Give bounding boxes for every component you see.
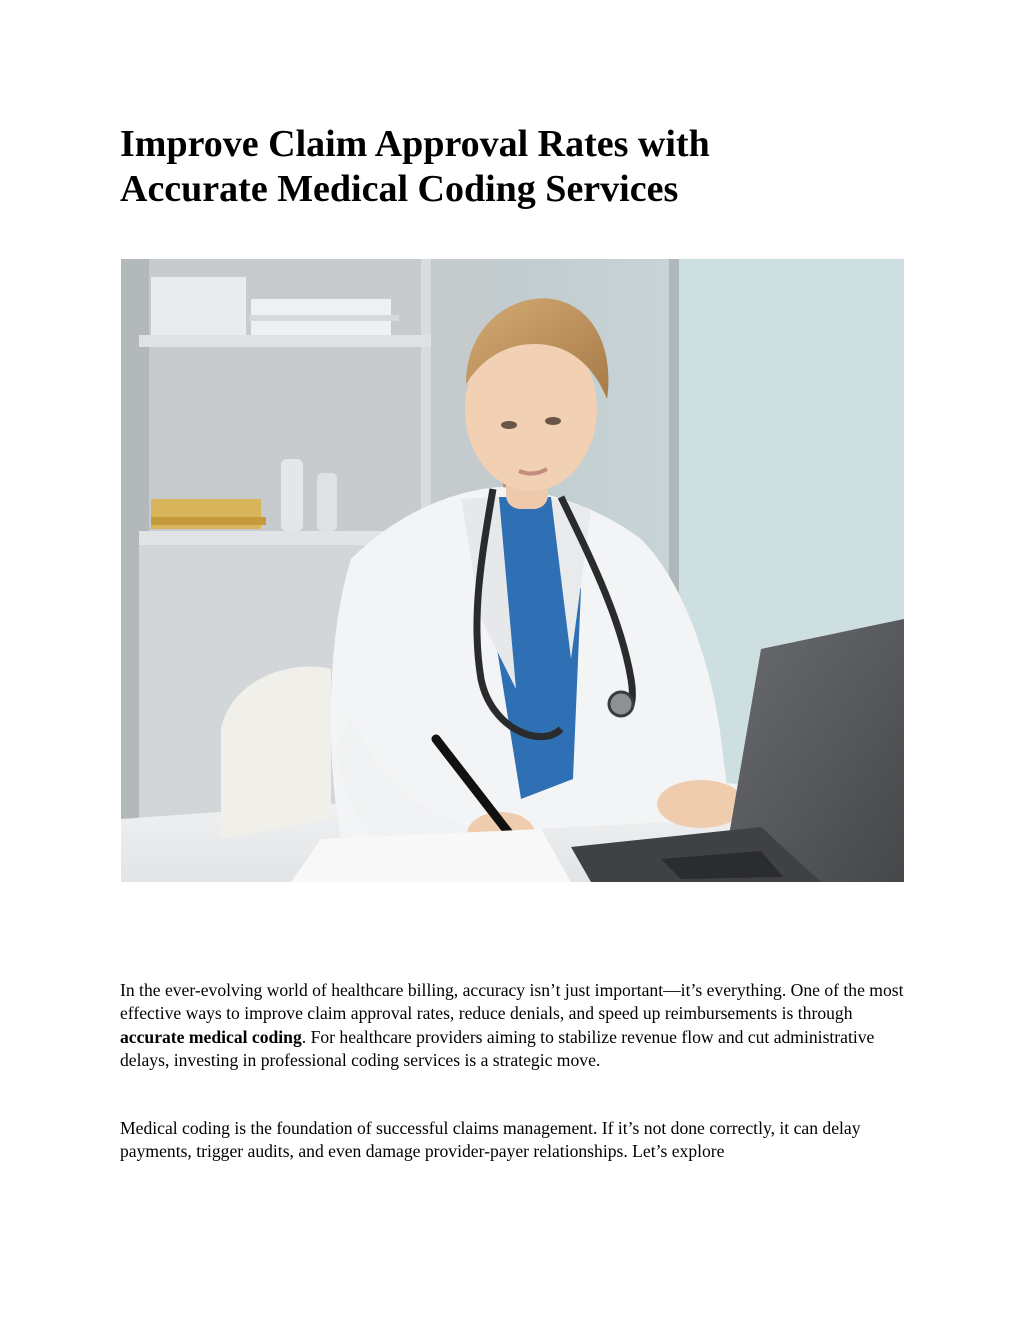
shelf-board-top	[139, 335, 431, 347]
tray-edge	[151, 517, 266, 525]
bottle	[281, 459, 303, 531]
doctor-laptop-photo	[121, 259, 904, 882]
papers-stack	[249, 315, 399, 321]
bold-term: accurate medical coding	[120, 1026, 302, 1047]
page-title	[120, 122, 920, 212]
intro-text-end: . For healthcare providers aiming to stabilize revenue flow and cut administrative delays, investing in professional coding services is a strategic move.	[120, 1026, 875, 1070]
title-line-1: Improve Claim Approval Rates with	[120, 123, 710, 165]
second-paragraph: Medical coding is the foundation of successful claims management. If it’s not done correctly, it can delay payments, trigger audits, and even damage provider-payer relationships. Let’s explore	[120, 1118, 861, 1162]
bottle-2	[317, 473, 337, 531]
eye-left	[501, 421, 517, 429]
intro-paragraph	[120, 979, 910, 1072]
eye-right	[545, 417, 561, 425]
intro-text-start: In the ever-evolving world of healthcare billing, accuracy isn’t just important—it’s everything. One of the most effective ways to improve claim approval rates, reduce denials, and speed up reimbursements is through	[120, 980, 904, 1024]
storage-box	[151, 277, 246, 335]
title-line-2: Accurate Medical Coding Services	[120, 168, 679, 210]
stethoscope-chest-piece	[609, 692, 633, 716]
